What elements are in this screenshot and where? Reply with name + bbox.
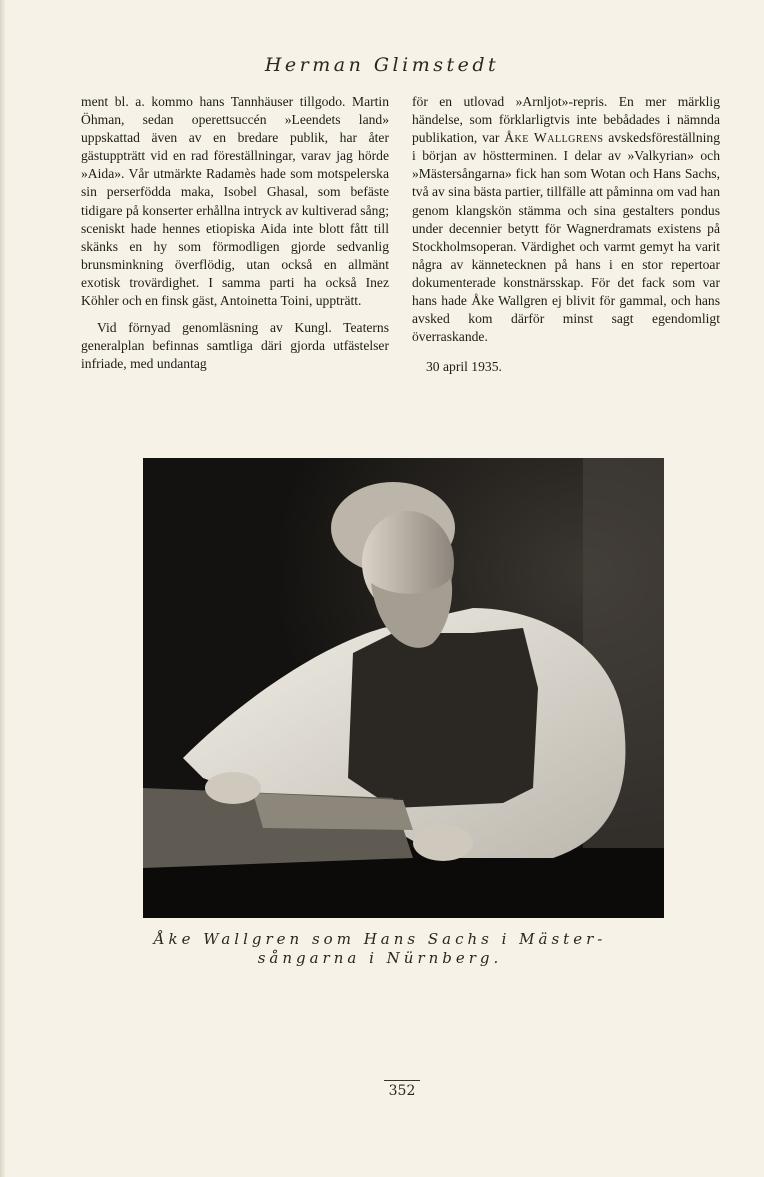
left-paragraph-1: ment bl. a. kommo hans Tannhäuser tillgodo. Martin Öhman, sedan operettsuccén »Leendets land» uppskattad även av en bredare publik, har åter gästuppträtt vid en rad föreställningar, varav jag hörde »Aida». Vår utmärkte Radamès hade som motspelerska sin perserfödda maka, Isobel Ghasal, som befäste tidigare på konserter erhållna intryck av kultiverad sång; sceniskt hade hennes etiopiska Aida inte blott fått till skänks en hy som förmodligen gjorde sedvanlig brunsminkning överflödig, utan också en allmänt exotisk trovärdighet. I samma parti ha också Inez Köhler och en finsk gäst, Antoinetta Toini, uppträtt. xyxy=(81,94,389,309)
right-column xyxy=(412,93,720,376)
running-head: Herman Glimstedt xyxy=(264,54,500,76)
page-number: 352 xyxy=(388,1083,416,1099)
right-paragraph-1-start: för en utlovad »Arnljot»-repris. En mer märklig händelse, som förklarligtvis inte bebådades i nämnda publikation, var xyxy=(412,94,720,146)
dateline: 30 april 1935. xyxy=(426,359,502,375)
right-paragraph-1-end: avskedsföreställning i början av höstterminen. I delar av »Valkyrian» och »Mästersångarna» fick han som Wotan och Hans Sachs, två av sina bästa partier, tillfälle att påminna om vad han genom klangskön stämma och sina gestalters pondus under decennier betytt för Wagnerdramats existens på Stockholmsoperan. Värdighet och varmt gemyt ha varit några av kännetecknen på hans i en stor repertoar dokumenterade konstnärsskap. För det fack som var hans hade Åke Wallgren ej blivit för gammal, och hans avsked kom därför minst sagt egendomligt överraskande. xyxy=(412,130,720,345)
portrait-illustration xyxy=(143,458,664,918)
portrait-photo xyxy=(143,458,664,918)
right-paragraph-1 xyxy=(412,93,720,346)
left-paragraph-2: Vid förnyad genomläsning av Kungl. Teaterns generalplan befinnas samtliga däri gjorda utfästelser infriade, med undantag xyxy=(81,320,389,372)
figure-caption: Åke Wallgren som Hans Sachs i Mäster-sångarna i Nürnberg. xyxy=(153,930,607,967)
page-edge-shadow xyxy=(0,0,6,1177)
right-paragraph-1-name: Åke Wallgrens xyxy=(504,130,604,146)
page-number-rule xyxy=(384,1080,420,1081)
left-column xyxy=(81,93,389,373)
